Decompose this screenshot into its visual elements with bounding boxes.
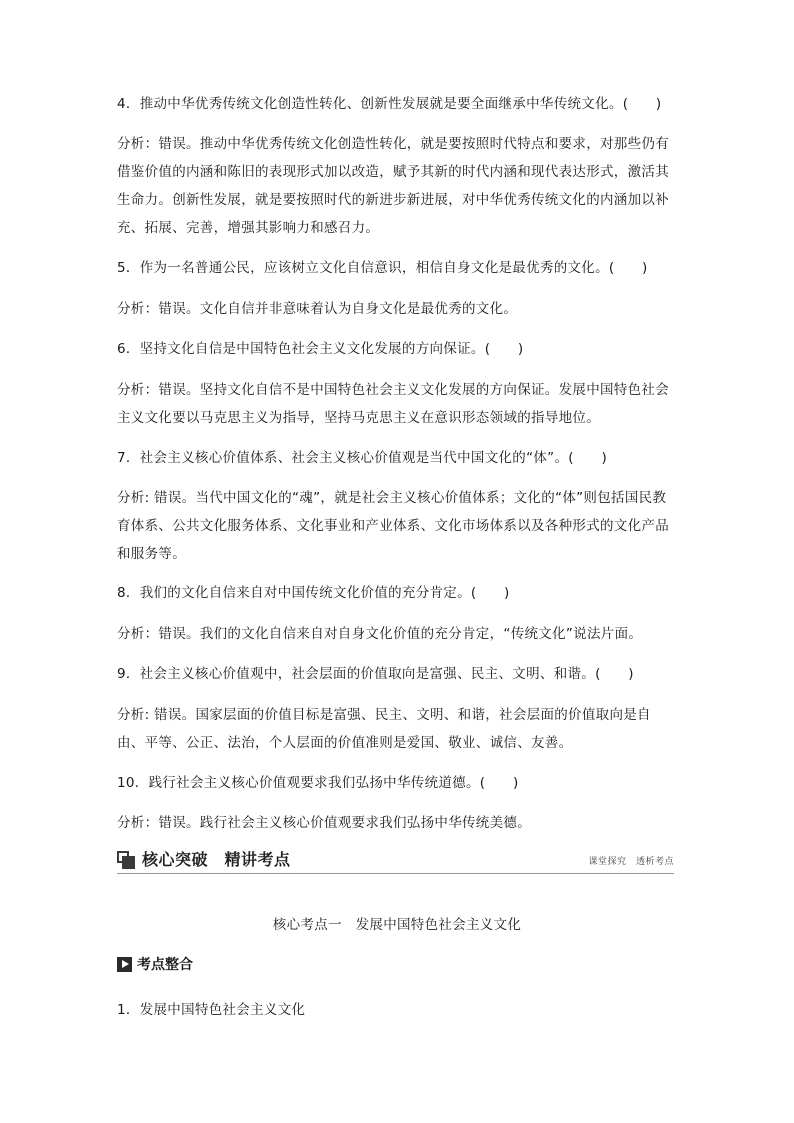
question-4: 4．推动中华优秀传统文化创造性转化、创新性发展就是要全面继承中华传统文化。( ) <box>117 96 662 112</box>
stacked-squares-icon <box>117 851 135 869</box>
list-item-1: 1．发展中国特色社会主义文化 <box>117 1002 306 1018</box>
analysis-6: 分析：错误。坚持文化自信不是中国特色社会主义文化发展的方向保证。发展中国特色社会主义文化要以马克思主义为指导，坚持马克思主义在意识形态领域的指导地位。 <box>117 382 669 426</box>
analysis-9: 分析: 错误。国家层面的价值目标是富强、民主、文明、和谐，社会层面的价值取向是自由、平等、公正、法治，个人层面的价值准则是爱国、敬业、诚信、友善。 <box>117 707 651 751</box>
analysis-4: 分析：错误。推动中华优秀传统文化创造性转化，就是要按照时代特点和要求，对那些仍有借鉴价值的内涵和陈旧的表现形式加以改造，赋予其新的时代内涵和现代表达形式，激活其生命力。创新性发展，就是要按照时代的新进步新进展，对中华优秀传统文化的内涵加以补充、拓展、完善，增强其影响力和感召力。 <box>117 136 669 236</box>
section-title: 核心考点一 发展中国特色社会主义文化 <box>272 917 522 933</box>
play-icon <box>117 957 132 972</box>
banner-subtitle: 课堂探究 透析考点 <box>588 857 674 867</box>
question-6: 6．坚持文化自信是中国特色社会主义文化发展的方向保证。( ) <box>117 341 524 357</box>
question-8: 8．我们的文化自信来自对中国传统文化价值的充分肯定。( ) <box>117 585 510 601</box>
question-7: 7．社会主义核心价值体系、社会主义核心价值观是当代中国文化的“体”。( ) <box>117 450 608 466</box>
section-banner <box>117 848 674 874</box>
question-10: 10．践行社会主义核心价值观要求我们弘扬中华传统道德。( ) <box>117 775 519 791</box>
question-5: 5．作为一名普通公民，应该树立文化自信意识，相信自身文化是最优秀的文化。( ) <box>117 260 648 276</box>
banner-title: 核心突破 精讲考点 <box>142 850 291 869</box>
banner-divider <box>117 873 674 874</box>
analysis-7: 分析: 错误。当代中国文化的“魂”，就是社会主义核心价值体系；文化的“体”则包括国民教育体系、公共文化服务体系、文化事业和产业体系、文化市场体系以及各种形式的文化产品和服务等。 <box>117 490 669 562</box>
subheading-label: 考点整合 <box>137 957 193 973</box>
question-9: 9．社会主义核心价值观中，社会层面的价值取向是富强、民主、文明、和谐。( ) <box>117 666 634 682</box>
analysis-8: 分析：错误。我们的文化自信来自对自身文化价值的充分肯定，“传统文化”说法片面。 <box>117 626 643 642</box>
analysis-5: 分析：错误。文化自信并非意味着认为自身文化是最优秀的文化。 <box>117 301 518 317</box>
analysis-10: 分析：错误。践行社会主义核心价值观要求我们弘扬中华传统美德。 <box>117 815 531 831</box>
